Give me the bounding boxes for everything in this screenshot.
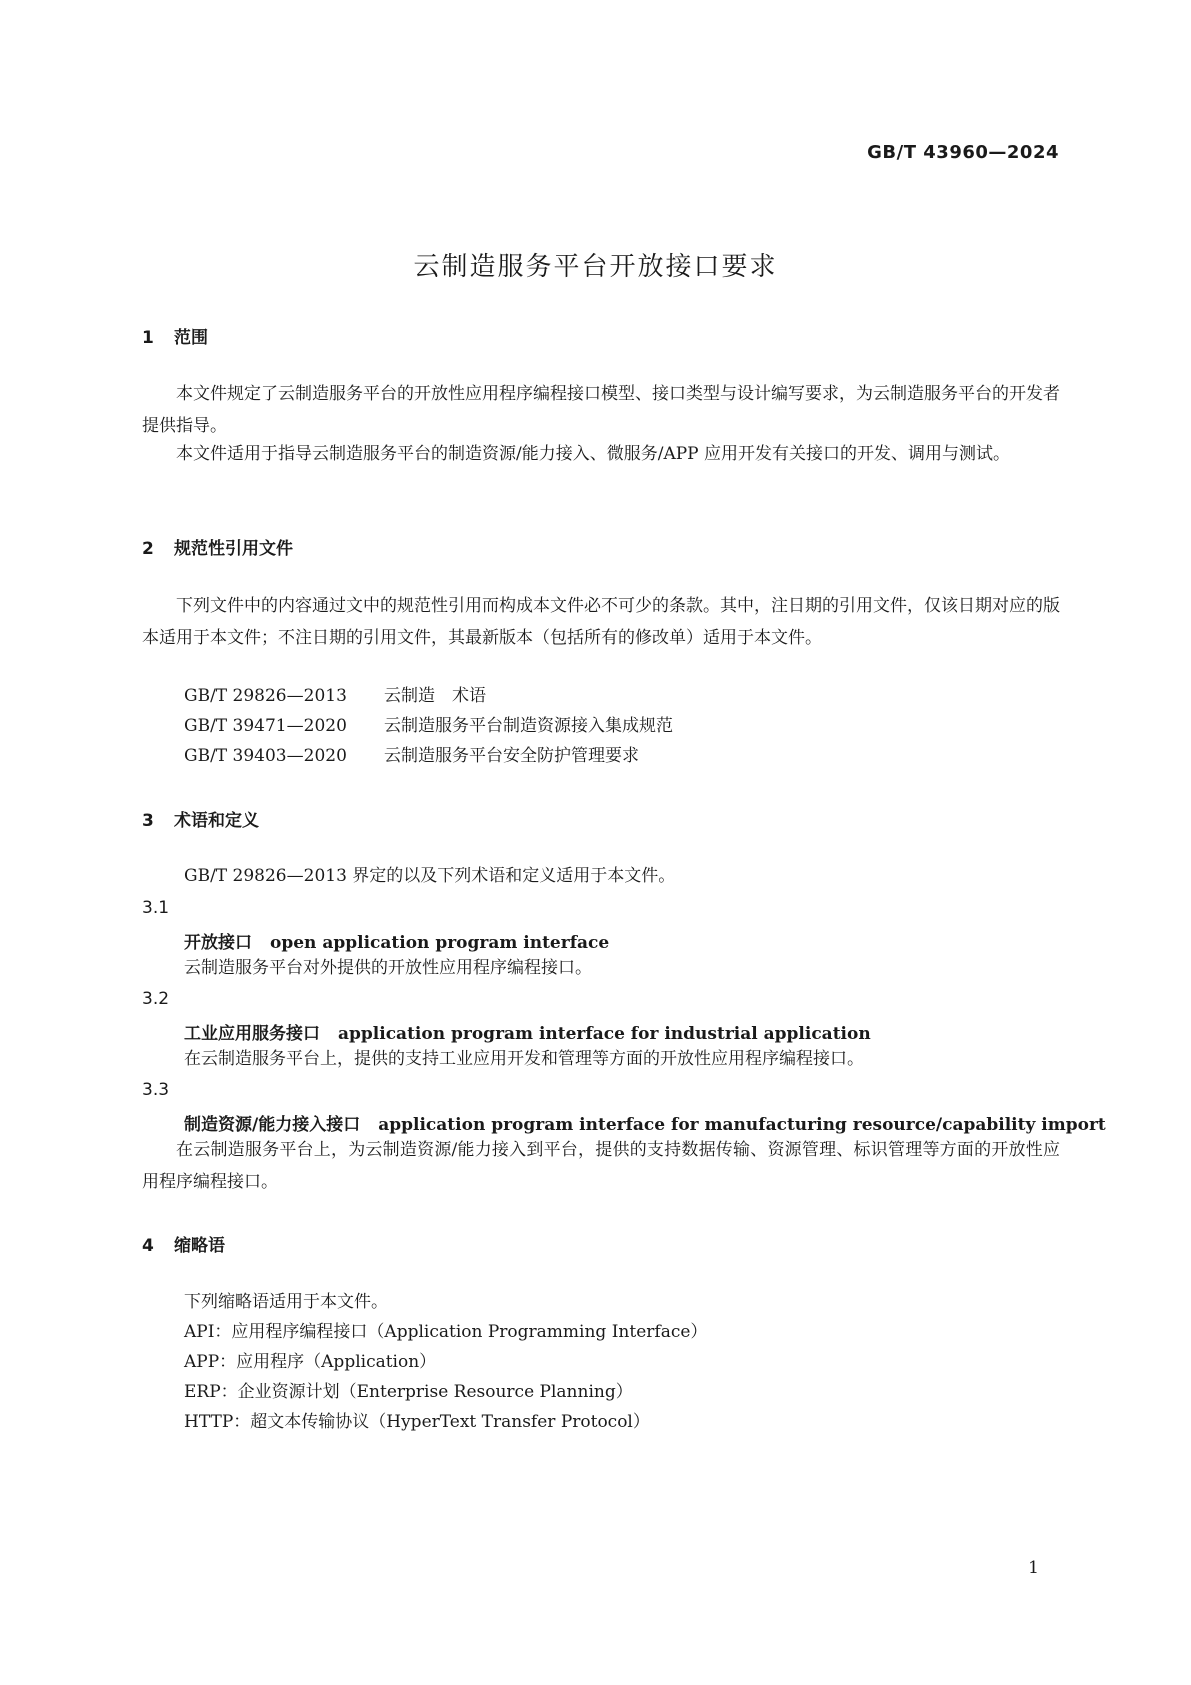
term-zh: 制造资源/能力接入接口: [184, 1115, 361, 1135]
reference-item: [184, 710, 673, 742]
section-title: 范围: [174, 328, 208, 348]
section-3-intro: GB/T 29826—2013 界定的以及下列术语和定义适用于本文件。: [184, 866, 676, 886]
section-number: 3: [142, 811, 154, 831]
section-title: 术语和定义: [174, 811, 259, 831]
section-1-paragraph-1: 本文件规定了云制造服务平台的开放性应用程序编程接口模型、接口类型与设计编写要求，为云制造服务平台的开发者提供指导。: [142, 384, 1060, 436]
term-number: 3.1: [142, 898, 170, 918]
document-title: 云制造服务平台开放接口要求: [413, 252, 778, 282]
term-definition: 在云制造服务平台上，为云制造资源/能力接入到平台，提供的支持数据传输、资源管理、标识管理等方面的开放性应用程序编程接口。: [142, 1140, 1060, 1192]
term-heading: [184, 1019, 871, 1044]
section-3-heading: [142, 806, 259, 831]
term-en: open application program interface: [270, 933, 610, 953]
abbreviation-item: ERP：企业资源计划（Enterprise Resource Planning）: [184, 1382, 633, 1402]
section-title: 缩略语: [174, 1236, 225, 1256]
term-number: 3.2: [142, 989, 170, 1009]
reference-name: 云制造服务平台安全防护管理要求: [384, 746, 639, 766]
section-4-heading: [142, 1231, 225, 1256]
reference-item: [184, 740, 639, 772]
term-heading: [184, 1110, 1106, 1135]
reference-name: 云制造服务平台制造资源接入集成规范: [384, 716, 673, 736]
section-2-heading: [142, 534, 293, 559]
page-number: 1: [1028, 1558, 1039, 1578]
term-en: application program interface for industrial application: [338, 1024, 871, 1044]
term-definition: 云制造服务平台对外提供的开放性应用程序编程接口。: [184, 958, 592, 978]
abbreviation-item: APP：应用程序（Application）: [184, 1352, 437, 1372]
section-number: 4: [142, 1236, 154, 1256]
term-number: 3.3: [142, 1080, 170, 1100]
section-2-paragraph: 下列文件中的内容通过文中的规范性引用而构成本文件必不可少的条款。其中，注日期的引用文件，仅该日期对应的版本适用于本文件；不注日期的引用文件，其最新版本（包括所有的修改单）适用于本文件。: [142, 596, 1060, 648]
term-heading: [184, 928, 609, 953]
section-number: 2: [142, 539, 154, 559]
term-zh: 工业应用服务接口: [184, 1024, 320, 1044]
reference-code: GB/T 39403—2020: [184, 746, 347, 766]
term-en: application program interface for manufacturing resource/capability import: [378, 1115, 1106, 1135]
section-title: 规范性引用文件: [174, 539, 293, 559]
reference-item: [184, 680, 486, 712]
section-number: 1: [142, 328, 154, 348]
standard-number: GB/T 43960—2024: [867, 142, 1059, 163]
term-zh: 开放接口: [184, 933, 252, 953]
abbreviation-item: HTTP：超文本传输协议（HyperText Transfer Protocol）: [184, 1412, 650, 1432]
reference-code: GB/T 29826—2013: [184, 686, 347, 706]
reference-code: GB/T 39471—2020: [184, 716, 347, 736]
section-1-heading: [142, 323, 208, 348]
section-1-paragraph-2: 本文件适用于指导云制造服务平台的制造资源/能力接入、微服务/APP 应用开发有关接口的开发、调用与测试。: [176, 444, 1011, 464]
reference-name: 云制造 术语: [384, 686, 486, 706]
abbreviation-item: API：应用程序编程接口（Application Programming Interface）: [184, 1322, 708, 1342]
term-definition: 在云制造服务平台上，提供的支持工业应用开发和管理等方面的开放性应用程序编程接口。: [184, 1049, 864, 1069]
section-4-intro: 下列缩略语适用于本文件。: [184, 1292, 388, 1312]
